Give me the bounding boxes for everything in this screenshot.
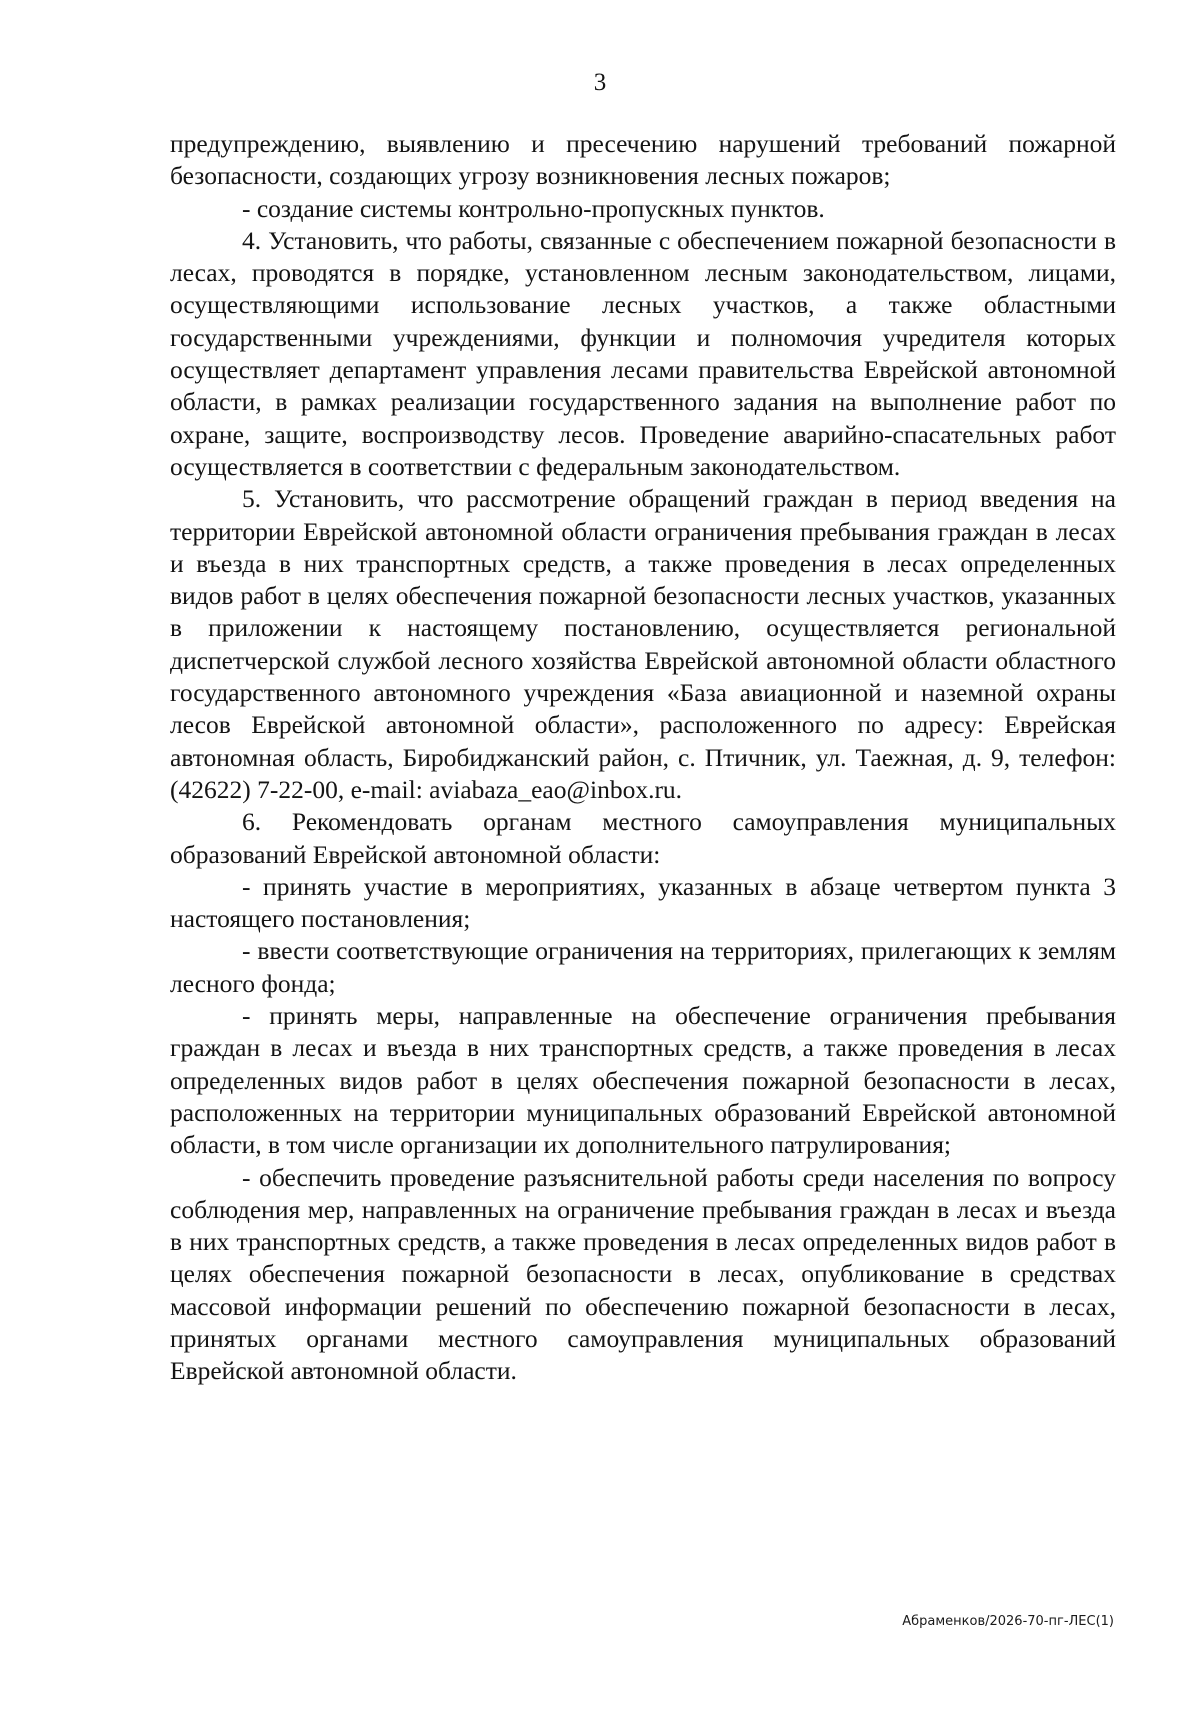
paragraph-item-6: 6. Рекомендовать органам местного самоуправления муниципальных образований Еврейской автономной области: xyxy=(170,807,1116,869)
document-registration-code: Абраменков/2026-70-пг-ЛЕС(1) xyxy=(902,1614,1114,1629)
paragraph-item-5: 5. Установить, что рассмотрение обращений граждан в период введения на территории Еврейской автономной области ограничения пребывания граждан в лесах и въезда в них транспортных средств, а также проведения в лесах определенных видов работ в целях обеспечения пожарной безопасности лесных участков, указанных в приложении к настоящему постановлению, осуществляется региональной диспетчерской службой лесного хозяйства Еврейской автономной области областного государственного автономного учреждения «База авиационной и наземной охраны лесов Еврейской автономной области», расположенного по адресу: Еврейская автономная область, Биробиджанский район, с. Птичник, ул. Таежная, д. 9, телефон: (42622) 7-22-00, e-mail: aviabaza_eao@inbox.ru. xyxy=(170,484,1116,804)
paragraph-item-6-bullet-2: - ввести соответствующие ограничения на территориях, прилегающих к землям лесного фонда; xyxy=(170,936,1116,998)
paragraph-item-6-bullet-3: - принять меры, направленные на обеспечение ограничения пребывания граждан в лесах и въезда в них транспортных средств, а также проведения в лесах определенных видов работ в целях обеспечения пожарной безопасности в лесах, расположенных на территории муниципальных образований Еврейской автономной области, в том числе организации их дополнительного патрулирования; xyxy=(170,1001,1116,1160)
paragraph-checkpoint-system: - создание системы контрольно-пропускных пунктов. xyxy=(242,193,825,223)
paragraph-continuation: предупреждению, выявлению и пресечению нарушений требований пожарной безопасности, создающих угрозу возникновения лесных пожаров; xyxy=(170,129,1116,191)
paragraph-item-4: 4. Установить, что работы, связанные с обеспечением пожарной безопасности в лесах, проводятся в порядке, установленном лесным законодательством, лицами, осуществляющими использование лесных участков, а также областными государственными учреждениями, функции и полномочия учредителя которых осуществляет департамент управления лесами правительства Еврейской автономной области, в рамках реализации государственного задания на выполнение работ по охране, защите, воспроизводству лесов. Проведение аварийно-спасательных работ осуществляется в соответствии с федеральным законодательством. xyxy=(170,225,1116,481)
document-body xyxy=(170,128,1116,1388)
page-number: 3 xyxy=(593,69,607,96)
paragraph-item-6-bullet-4: - обеспечить проведение разъяснительной работы среди населения по вопросу соблюдения мер, направленных на ограничение пребывания граждан в лесах и въезда в них транспортных средств, а также проведения в лесах определенных видов работ в целях обеспечения пожарной безопасности в лесах, опубликование в средствах массовой информации решений по обеспечению пожарной безопасности в лесах, принятых органами местного самоуправления муниципальных образований Еврейской автономной области. xyxy=(170,1162,1116,1386)
paragraph-item-6-bullet-1: - принять участие в мероприятиях, указанных в абзаце четвертом пункта 3 настоящего постановления; xyxy=(170,871,1116,934)
